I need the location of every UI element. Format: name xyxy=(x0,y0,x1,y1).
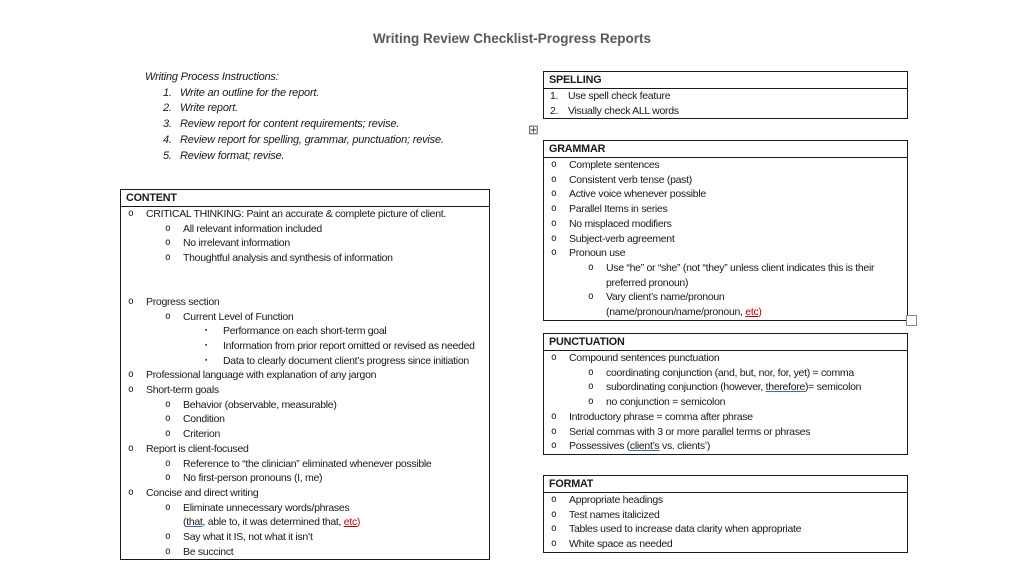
item-text: Condition xyxy=(183,413,225,426)
item-text: Report is client-focused xyxy=(146,442,249,455)
numbered-item xyxy=(544,104,907,119)
item-text: Criterion xyxy=(183,428,220,441)
checklist-item xyxy=(544,410,907,425)
instructions-list xyxy=(145,86,490,165)
item-text: Behavior (observable, measurable) xyxy=(183,398,337,411)
item-text: Compound sentences punctuation xyxy=(569,352,720,364)
text-segment: ( xyxy=(183,516,187,529)
circle-bullet-icon: o xyxy=(165,531,171,543)
item-text: CRITICAL THINKING: Paint an accurate & complete picture of client. xyxy=(146,208,446,220)
checklist-item xyxy=(544,305,907,320)
checklist-item xyxy=(121,236,489,251)
item-text: Data to clearly document client’s progress since initiation xyxy=(223,354,469,367)
circle-bullet-icon: o xyxy=(551,217,557,229)
grammar-section-table xyxy=(543,140,908,321)
item-number: 1. xyxy=(163,86,172,99)
checklist-item xyxy=(121,368,489,383)
square-bullet-icon: ▪ xyxy=(205,341,208,349)
styled-text-underline: therefore xyxy=(765,381,805,394)
item-text: Review report for content requirements; revise. xyxy=(180,118,400,131)
checklist-item xyxy=(544,173,907,188)
item-text: Vary client’s name/pronoun xyxy=(606,291,725,304)
circle-bullet-icon: o xyxy=(588,366,594,378)
item-text: Visually check ALL words xyxy=(568,104,679,117)
spelling-checklist xyxy=(544,89,907,118)
item-text: Reference to “the clinician” eliminated whenever possible xyxy=(183,457,432,470)
checklist-item xyxy=(544,232,907,247)
item-text: Information from prior report omitted or revised as needed xyxy=(223,339,475,352)
checklist-item xyxy=(544,366,907,381)
item-text: Write an outline for the report. xyxy=(180,86,320,99)
punctuation-header: PUNCTUATION xyxy=(544,334,907,351)
numbered-item xyxy=(145,117,490,133)
item-text xyxy=(569,439,903,454)
circle-bullet-icon: o xyxy=(165,545,171,557)
circle-bullet-icon: o xyxy=(551,538,557,550)
checklist-item xyxy=(544,246,907,261)
numbered-item xyxy=(145,86,490,102)
checklist-item xyxy=(544,380,907,395)
format-header: FORMAT xyxy=(544,476,907,493)
item-number: 1. xyxy=(550,90,559,102)
checklist-item xyxy=(121,295,489,310)
circle-bullet-icon: o xyxy=(551,352,557,363)
circle-bullet-icon: o xyxy=(551,173,557,185)
item-text: Write report. xyxy=(180,102,238,115)
checklist-item xyxy=(544,522,907,537)
instructions-heading: Writing Process Instructions: xyxy=(145,71,279,83)
item-text: Say what it IS, not what it isn’t xyxy=(183,531,313,544)
checklist-item xyxy=(121,383,489,398)
checklist-item xyxy=(121,427,489,442)
circle-bullet-icon: o xyxy=(551,523,557,535)
item-number: 4. xyxy=(163,133,172,146)
item-text: Professional language with explanation of any jargon xyxy=(146,369,377,382)
checklist-item xyxy=(121,442,489,457)
checklist-item xyxy=(121,207,489,222)
item-text: Review report for spelling, grammar, punctuation; revise. xyxy=(180,133,444,146)
text-segment: vs. clients’) xyxy=(659,440,711,453)
circle-bullet-icon: o xyxy=(551,494,557,505)
numbered-item xyxy=(145,149,490,165)
blank-line xyxy=(121,266,489,295)
circle-bullet-icon: o xyxy=(551,440,557,452)
circle-bullet-icon: o xyxy=(551,159,557,170)
item-text: Pronoun use xyxy=(569,247,626,260)
checklist-item xyxy=(544,493,907,508)
circle-bullet-icon: o xyxy=(165,413,171,425)
item-text: Eliminate unnecessary words/phrases xyxy=(183,501,350,514)
table-resize-handle-icon[interactable] xyxy=(906,315,917,326)
checklist-item xyxy=(544,439,907,454)
item-text: Progress section xyxy=(146,295,220,308)
item-text: Review format; revise. xyxy=(180,149,285,162)
item-text: coordinating conjunction (and, but, nor, for, yet) = comma xyxy=(606,366,854,379)
numbered-item xyxy=(544,89,907,104)
checklist-item xyxy=(121,222,489,237)
item-number: 2. xyxy=(550,104,559,117)
checklist-item xyxy=(544,217,907,232)
item-text: No first-person pronouns (I, me) xyxy=(183,472,323,485)
circle-bullet-icon: o xyxy=(128,369,134,381)
circle-bullet-icon: o xyxy=(165,501,171,513)
circle-bullet-icon: o xyxy=(165,310,171,322)
item-text: All relevant information included xyxy=(183,222,322,235)
checklist-item xyxy=(544,425,907,440)
text-segment: (name/pronoun/name/pronoun, xyxy=(606,306,746,319)
item-number: 2. xyxy=(163,102,172,115)
styled-text-underline: that xyxy=(186,516,203,529)
item-number: 3. xyxy=(163,118,172,131)
checklist-item xyxy=(544,508,907,523)
circle-bullet-icon: o xyxy=(165,472,171,484)
grammar-header: GRAMMAR xyxy=(544,141,907,158)
checklist-item xyxy=(544,202,907,217)
checklist-item xyxy=(121,545,489,560)
text-segment: , able to, it was determined that, xyxy=(202,516,344,529)
item-number: 5. xyxy=(163,149,172,162)
item-text: White space as needed xyxy=(569,538,673,551)
item-text: Serial commas with 3 or more parallel terms or phrases xyxy=(569,425,811,438)
spelling-header: SPELLING xyxy=(544,72,907,89)
item-text: Short-term goals xyxy=(146,384,219,397)
item-text: Tables used to increase data clarity when appropriate xyxy=(569,523,802,536)
checklist-item xyxy=(121,339,489,354)
content-checklist xyxy=(121,207,489,559)
format-section-table xyxy=(543,475,908,553)
circle-bullet-icon: o xyxy=(551,232,557,244)
item-text: Current Level of Function xyxy=(183,310,294,323)
checklist-item xyxy=(121,486,489,501)
document-title: Writing Review Checklist-Progress Reports xyxy=(372,31,652,46)
numbered-item xyxy=(145,133,490,149)
checklist-item xyxy=(544,187,907,202)
item-text: Thoughtful analysis and synthesis of information xyxy=(183,252,393,265)
checklist-item xyxy=(121,515,489,530)
checklist-item xyxy=(544,158,907,173)
checklist-item xyxy=(121,324,489,339)
item-text: No irrelevant information xyxy=(183,237,290,250)
item-text: Use spell check feature xyxy=(568,90,671,102)
item-text: Complete sentences xyxy=(569,159,660,171)
item-text: Active voice whenever possible xyxy=(569,188,706,201)
circle-bullet-icon: o xyxy=(165,398,171,410)
item-text: Introductory phrase = comma after phrase xyxy=(569,410,753,423)
circle-bullet-icon: o xyxy=(128,442,134,454)
item-text: no conjunction = semicolon xyxy=(606,396,726,409)
grammar-checklist xyxy=(544,158,907,320)
item-text xyxy=(606,305,903,320)
numbered-item xyxy=(145,101,490,117)
text-segment: )= semicolon xyxy=(804,381,862,394)
circle-bullet-icon: o xyxy=(165,428,171,440)
circle-bullet-icon: o xyxy=(128,384,134,396)
item-text xyxy=(606,380,903,395)
checklist-item xyxy=(544,290,907,305)
item-text: Be succinct xyxy=(183,545,234,558)
circle-bullet-icon: o xyxy=(128,208,134,219)
circle-bullet-icon: o xyxy=(551,188,557,200)
circle-bullet-icon: o xyxy=(588,396,594,408)
item-text: Use “he” or “she” (not “they” unless client indicates this is their preferred pronoun) xyxy=(606,261,875,289)
square-bullet-icon: ▪ xyxy=(205,327,208,335)
circle-bullet-icon: o xyxy=(588,261,594,273)
circle-bullet-icon: o xyxy=(551,425,557,437)
styled-text-red-underline: etc xyxy=(745,306,759,319)
content-header: CONTENT xyxy=(121,190,489,207)
checklist-item xyxy=(544,351,907,366)
checklist-item xyxy=(544,537,907,552)
styled-text-underline: client’s xyxy=(629,440,660,453)
writing-process-instructions xyxy=(145,70,490,164)
circle-bullet-icon: o xyxy=(165,457,171,469)
content-section-table xyxy=(120,189,490,560)
circle-bullet-icon: o xyxy=(165,237,171,249)
styled-text-red: ) xyxy=(356,516,361,529)
table-move-handle-icon[interactable]: ⊞ xyxy=(528,122,539,137)
checklist-item xyxy=(544,395,907,410)
item-text: Concise and direct writing xyxy=(146,486,259,499)
checklist-item xyxy=(121,457,489,472)
checklist-item xyxy=(121,251,489,266)
punctuation-section-table xyxy=(543,333,908,455)
circle-bullet-icon: o xyxy=(551,203,557,215)
styled-text-red: ) xyxy=(758,306,762,319)
circle-bullet-icon: o xyxy=(128,486,134,498)
circle-bullet-icon: o xyxy=(588,381,594,393)
checklist-item xyxy=(121,354,489,369)
circle-bullet-icon: o xyxy=(551,508,557,520)
checklist-item xyxy=(121,310,489,325)
circle-bullet-icon: o xyxy=(551,410,557,422)
circle-bullet-icon: o xyxy=(551,247,557,259)
checklist-item xyxy=(121,501,489,516)
text-segment: subordinating conjunction (however, xyxy=(606,381,766,394)
format-checklist xyxy=(544,493,907,552)
checklist-item xyxy=(121,412,489,427)
square-bullet-icon: ▪ xyxy=(205,356,208,364)
circle-bullet-icon: o xyxy=(588,291,594,303)
item-text xyxy=(183,515,485,530)
styled-text-red-underline: etc xyxy=(343,516,357,529)
item-text: Performance on each short-term goal xyxy=(223,325,387,338)
item-text: Subject-verb agreement xyxy=(569,232,675,245)
checklist-item xyxy=(121,530,489,545)
checklist-item xyxy=(544,261,907,290)
item-text: No misplaced modifiers xyxy=(569,217,672,230)
spelling-section-table xyxy=(543,71,908,119)
item-text: Parallel Items in series xyxy=(569,203,668,216)
text-segment: Possessives ( xyxy=(569,440,630,453)
item-text: Appropriate headings xyxy=(569,494,663,506)
checklist-item xyxy=(121,398,489,413)
punctuation-checklist xyxy=(544,351,907,454)
checklist-item xyxy=(121,471,489,486)
item-text: Consistent verb tense (past) xyxy=(569,173,692,186)
circle-bullet-icon: o xyxy=(165,252,171,264)
circle-bullet-icon: o xyxy=(128,295,134,307)
circle-bullet-icon: o xyxy=(165,222,171,234)
item-text: Test names italicized xyxy=(569,508,660,521)
